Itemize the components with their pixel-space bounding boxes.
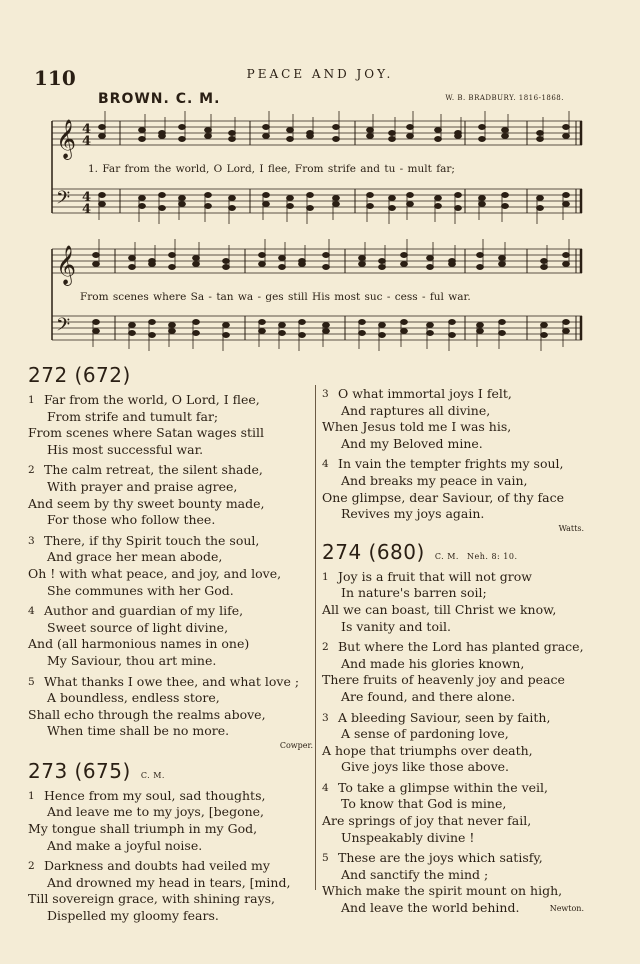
stanza-line: And sanctify the mind ; xyxy=(341,866,489,882)
stanza-line: And (all harmonious names in one) xyxy=(28,636,250,652)
hymn-274-author: Newton. xyxy=(549,903,584,913)
notehead xyxy=(477,265,484,270)
notehead xyxy=(279,256,286,261)
notehead xyxy=(333,202,340,207)
stanza-number: 2 xyxy=(322,641,329,654)
stanza-line-text: O what immortal joys I felt, xyxy=(338,386,512,401)
notehead xyxy=(205,193,212,198)
notehead xyxy=(427,331,434,336)
notehead xyxy=(307,193,314,198)
stanza-first-line xyxy=(322,710,584,727)
stanza-first-line xyxy=(28,392,313,409)
notehead xyxy=(287,196,294,201)
notehead xyxy=(367,128,374,133)
hymn-272-continued-stanzas xyxy=(322,386,584,523)
notehead xyxy=(389,137,396,142)
underlay-line-2: From scenes where Sa - tan wa - ges still His most suc - cess - ful war. xyxy=(80,291,471,303)
notehead xyxy=(139,128,146,133)
stanza-line: And breaks my peace in vain, xyxy=(341,472,528,488)
notehead xyxy=(149,262,156,267)
notehead xyxy=(223,333,230,338)
stanza-line: And my Beloved mine. xyxy=(341,435,483,451)
stanza-number: 2 xyxy=(28,464,35,477)
notehead xyxy=(205,134,212,139)
notehead xyxy=(537,137,544,142)
stanza-first-line xyxy=(28,788,313,805)
notehead xyxy=(401,253,408,258)
stanza-line-text: What thanks I owe thee, and what love ; xyxy=(44,673,300,689)
notehead xyxy=(389,196,396,201)
notehead xyxy=(279,331,286,336)
stanza-line-text: The calm retreat, the silent shade, xyxy=(44,462,263,478)
stanza-line: To know that God is mine, xyxy=(341,796,507,812)
notehead xyxy=(455,206,462,211)
stanza-first-line xyxy=(322,569,584,586)
hymn-272-continued-author: Watts. xyxy=(558,523,584,533)
stanza-line: One glimpse, dear Saviour, of thy face xyxy=(322,489,564,505)
notehead xyxy=(479,137,486,142)
notehead xyxy=(499,256,506,261)
notehead xyxy=(179,125,186,130)
notehead xyxy=(449,333,456,338)
stanza-line-text: In vain the tempter frights my soul, xyxy=(338,456,564,472)
notehead xyxy=(229,206,236,211)
stanza-line: And make a joyful noise. xyxy=(47,837,203,853)
notehead xyxy=(541,333,548,338)
notehead xyxy=(479,196,486,201)
notehead xyxy=(389,131,396,136)
notehead xyxy=(563,320,570,325)
stanza-line: Revives my joys again. xyxy=(341,506,485,522)
notehead xyxy=(179,196,186,201)
stanza xyxy=(322,780,584,846)
notehead xyxy=(359,262,366,267)
notehead xyxy=(537,131,544,136)
notehead xyxy=(99,134,106,139)
stanza-first-line xyxy=(322,386,584,403)
stanza-line-text: Hence from my soul, sad thoughts, xyxy=(44,787,266,803)
music-score xyxy=(0,0,640,360)
notehead xyxy=(407,134,414,139)
stanza-line: Which make the spirit mount on high, xyxy=(322,883,563,899)
stanza-line: Till sovereign grace, with shining rays, xyxy=(28,891,276,907)
notehead xyxy=(435,137,442,142)
notehead xyxy=(169,329,176,334)
stanza xyxy=(28,858,313,924)
notehead xyxy=(333,125,340,130)
hymn-272-author: Cowper. xyxy=(279,740,313,750)
stanza-number: 3 xyxy=(322,711,329,724)
stanza-line-text: But where the Lord has planted grace, xyxy=(338,639,584,655)
notehead xyxy=(499,320,506,325)
stanza xyxy=(322,639,584,705)
notehead xyxy=(229,137,236,142)
notehead xyxy=(299,320,306,325)
notehead xyxy=(169,253,176,258)
notehead xyxy=(499,262,506,267)
notehead xyxy=(139,196,146,201)
notehead xyxy=(149,333,156,338)
stanza-line-text: Darkness and doubts had veiled my xyxy=(44,858,270,874)
notehead xyxy=(323,323,330,328)
stanza-line: She communes with her God. xyxy=(47,582,234,598)
stanza-first-line xyxy=(28,462,313,479)
stanza-line: A sense of pardoning love, xyxy=(341,726,509,742)
hymn-273-number: 273 (675) C. M. xyxy=(28,758,165,783)
notehead xyxy=(287,128,294,133)
notehead xyxy=(563,262,570,267)
notehead xyxy=(323,329,330,334)
notehead xyxy=(537,206,544,211)
stanza-line: With prayer and praise agree, xyxy=(47,478,238,494)
notehead xyxy=(563,253,570,258)
stanza xyxy=(28,674,313,740)
stanza-number: 5 xyxy=(28,675,35,688)
stanza-first-line xyxy=(322,850,584,867)
treble-clef-icon: 𝄞 xyxy=(56,245,77,285)
notehead xyxy=(427,256,434,261)
notehead xyxy=(333,137,340,142)
stanza-line-text: Joy is a fruit that will not grow xyxy=(338,568,532,584)
notehead xyxy=(129,256,136,261)
stanza xyxy=(28,462,313,528)
hymn-274-stanzas xyxy=(322,569,584,917)
notehead xyxy=(129,265,136,270)
stanza-line: A hope that triumphs over death, xyxy=(322,742,533,758)
svg-text:4: 4 xyxy=(82,122,92,137)
notehead xyxy=(299,262,306,267)
notehead xyxy=(407,202,414,207)
notehead xyxy=(205,204,212,209)
notehead xyxy=(193,256,200,261)
notehead xyxy=(541,259,548,264)
notehead xyxy=(367,193,374,198)
notehead xyxy=(541,265,548,270)
notehead xyxy=(379,265,386,270)
treble-clef-icon: 𝄞 xyxy=(56,119,77,159)
notehead xyxy=(263,202,270,207)
notehead xyxy=(259,262,266,267)
notehead xyxy=(307,206,314,211)
bass-clef-icon: 𝄢 xyxy=(56,315,71,340)
notehead xyxy=(389,206,396,211)
stanza xyxy=(322,569,584,635)
notehead xyxy=(193,320,200,325)
notehead xyxy=(401,262,408,267)
stanza-first-line xyxy=(322,780,584,797)
notehead xyxy=(427,323,434,328)
notehead xyxy=(223,323,230,328)
running-head: PEACE AND JOY. xyxy=(246,67,394,81)
stanza-line: Shall echo through the realms above, xyxy=(28,706,266,722)
notehead xyxy=(401,329,408,334)
notehead xyxy=(99,125,106,130)
notehead xyxy=(287,204,294,209)
notehead xyxy=(323,253,330,258)
notehead xyxy=(435,196,442,201)
notehead xyxy=(205,128,212,133)
underlay-line-1: 1. Far from the world, O Lord, I flee, From strife and tu - mult far; xyxy=(88,163,455,175)
stanza xyxy=(28,603,313,669)
hymn-272-number: 272 (672) xyxy=(28,363,131,387)
notehead xyxy=(367,134,374,139)
stanza-line: His most successful war. xyxy=(47,441,204,457)
stanza-number: 4 xyxy=(28,605,35,618)
stanza-line: My Saviour, thou art mine. xyxy=(47,652,217,668)
notehead xyxy=(502,128,509,133)
notehead xyxy=(139,137,146,142)
notehead xyxy=(263,125,270,130)
stanza xyxy=(322,386,584,452)
stanza-line: And leave the world behind. xyxy=(341,900,520,916)
stanza-line: When time shall be no more. xyxy=(47,723,230,739)
hymn-273-stanzas xyxy=(28,788,313,925)
notehead xyxy=(93,329,100,334)
notehead xyxy=(149,320,156,325)
notehead xyxy=(259,253,266,258)
right-column xyxy=(322,382,584,915)
stanza-line-text: There, if thy Spirit touch the soul, xyxy=(44,532,260,548)
stanza-line: In nature's barren soil; xyxy=(341,585,487,601)
notehead xyxy=(477,329,484,334)
notehead xyxy=(99,202,106,207)
notehead xyxy=(477,323,484,328)
notehead xyxy=(93,253,100,258)
stanza-number: 3 xyxy=(28,534,35,547)
stanza-line: A boundless, endless store, xyxy=(47,690,220,706)
notehead xyxy=(99,193,106,198)
notehead xyxy=(427,265,434,270)
stanza xyxy=(322,710,584,776)
notehead xyxy=(359,256,366,261)
notehead xyxy=(159,193,166,198)
notehead xyxy=(401,320,408,325)
notehead xyxy=(479,125,486,130)
stanza-number: 1 xyxy=(322,570,329,583)
notehead xyxy=(229,131,236,136)
notehead xyxy=(563,329,570,334)
stanza-line: Are found, and there alone. xyxy=(341,688,516,704)
notehead xyxy=(435,204,442,209)
stanza-first-line xyxy=(28,858,313,875)
stanza-line-text: Far from the world, O Lord, I flee, xyxy=(44,392,260,407)
bass-clef-icon: 𝄢 xyxy=(56,188,71,213)
staff-treble-1 xyxy=(52,121,582,145)
stanza-line: Is vanity and toil. xyxy=(341,618,451,634)
notehead xyxy=(537,196,544,201)
notehead xyxy=(259,329,266,334)
stanza-line: My tongue shall triumph in my God, xyxy=(28,821,258,837)
notehead xyxy=(263,134,270,139)
notehead xyxy=(193,262,200,267)
notehead xyxy=(449,262,456,267)
stanza-line: Are springs of joy that never fail, xyxy=(322,813,532,829)
stanza-line: From scenes where Satan wages still xyxy=(28,425,265,441)
notehead xyxy=(359,320,366,325)
stanza-line-text: A bleeding Saviour, seen by faith, xyxy=(338,709,551,725)
notehead xyxy=(435,128,442,133)
stanza-number: 4 xyxy=(322,781,329,794)
notehead xyxy=(93,262,100,267)
notehead xyxy=(449,320,456,325)
stanza-line: Dispelled my gloomy fears. xyxy=(47,908,219,924)
notehead xyxy=(129,331,136,336)
stanza-line: There fruits of heavenly joy and peace xyxy=(322,672,565,688)
stanza-number: 1 xyxy=(28,394,35,406)
stanza-line: Oh ! with what peace, and joy, and love, xyxy=(28,565,282,581)
svg-text:4: 4 xyxy=(82,202,92,217)
svg-text:4: 4 xyxy=(82,190,92,205)
stanza-number: 1 xyxy=(28,789,35,802)
stanza-first-line xyxy=(322,456,584,473)
notehead xyxy=(502,134,509,139)
stanza-number: 4 xyxy=(322,458,329,471)
notehead xyxy=(407,193,414,198)
notehead xyxy=(323,265,330,270)
notehead xyxy=(407,125,414,130)
notehead xyxy=(279,323,286,328)
notehead xyxy=(299,333,306,338)
stanza xyxy=(28,392,313,458)
notehead xyxy=(502,204,509,209)
notehead xyxy=(477,253,484,258)
notehead xyxy=(455,134,462,139)
notehead xyxy=(502,193,509,198)
stanza-number: 3 xyxy=(322,388,329,400)
notehead xyxy=(499,331,506,336)
stanza-line: And raptures all divine, xyxy=(341,402,491,418)
notehead xyxy=(563,202,570,207)
notehead xyxy=(179,202,186,207)
stanza-line: Unspeakably divine ! xyxy=(341,829,475,845)
notehead xyxy=(333,196,340,201)
notehead xyxy=(563,125,570,130)
notehead xyxy=(229,196,236,201)
notehead xyxy=(169,265,176,270)
notehead xyxy=(169,323,176,328)
stanza-number: 2 xyxy=(28,860,35,873)
tune-name: BROWN. C. M. xyxy=(98,91,221,107)
stanza-line: From strife and tumult far; xyxy=(47,408,219,424)
stanza-line-text: Author and guardian of my life, xyxy=(44,603,244,619)
notehead xyxy=(479,202,486,207)
notehead xyxy=(159,206,166,211)
notehead xyxy=(223,265,230,270)
stanza-first-line xyxy=(322,639,584,656)
stanza-line: And made his glories known, xyxy=(341,655,525,671)
notehead xyxy=(223,259,230,264)
notehead xyxy=(159,134,166,139)
notehead xyxy=(541,323,548,328)
stanza-line: And leave me to my joys, [begone, xyxy=(47,804,265,820)
stanza-line-text: To take a glimpse within the veil, xyxy=(338,779,549,795)
stanza-line: When Jesus told me I was his, xyxy=(322,419,512,435)
notehead xyxy=(129,323,136,328)
stanza-first-line xyxy=(28,533,313,550)
column-divider xyxy=(315,385,316,890)
notehead xyxy=(563,193,570,198)
hymn-274-number: 274 (680) C. M. Neh. 8: 10. xyxy=(322,539,518,564)
notehead xyxy=(455,193,462,198)
left-column xyxy=(28,362,313,925)
stanza-line: And seem by thy sweet bounty made, xyxy=(28,495,265,511)
page-number: 110 xyxy=(34,66,76,90)
stanza-line: All we can boast, till Christ we know, xyxy=(322,601,557,617)
notehead xyxy=(279,265,286,270)
tune-composer: W. B. BRADBURY. 1816-1868. xyxy=(445,94,564,102)
notehead xyxy=(379,333,386,338)
notehead xyxy=(259,320,266,325)
stanza-line-text: These are the joys which satisfy, xyxy=(338,850,543,866)
stanza-line: And drowned my head in tears, [mind, xyxy=(47,874,291,890)
stanza xyxy=(322,456,584,522)
stanza-line: Sweet source of light divine, xyxy=(47,619,229,635)
notehead xyxy=(379,323,386,328)
stanza-first-line xyxy=(28,603,313,620)
notehead xyxy=(359,331,366,336)
notehead xyxy=(307,134,314,139)
stanza-first-line xyxy=(28,674,313,691)
stanza-line: For those who follow thee. xyxy=(47,512,216,528)
notehead xyxy=(179,137,186,142)
notehead xyxy=(379,259,386,264)
hymn-272-stanzas xyxy=(28,392,313,740)
stanza xyxy=(28,533,313,599)
stanza xyxy=(28,788,313,854)
stanza-line: Give joys like those above. xyxy=(341,759,510,775)
stanza-number: 5 xyxy=(322,852,329,865)
stanza-line: And grace her mean abode, xyxy=(47,549,223,565)
notehead xyxy=(139,204,146,209)
notehead xyxy=(287,137,294,142)
notehead xyxy=(263,193,270,198)
notehead xyxy=(93,320,100,325)
svg-text:4: 4 xyxy=(82,134,92,149)
notehead xyxy=(563,134,570,139)
notehead xyxy=(367,204,374,209)
notehead xyxy=(193,331,200,336)
